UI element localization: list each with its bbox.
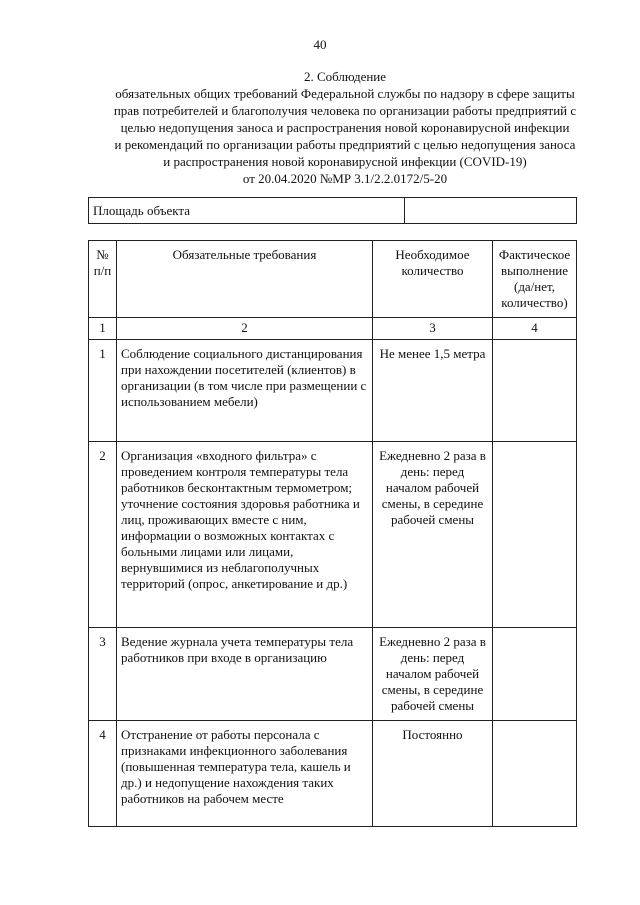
row-requirement: Ведение журнала учета температуры тела работников при входе в организацию: [117, 628, 373, 721]
table-row: [89, 628, 577, 721]
column-index: 4: [493, 318, 577, 340]
document-heading: [60, 68, 630, 187]
row-num: 1: [89, 340, 117, 442]
page-number: 40: [313, 37, 327, 52]
column-index: 3: [373, 318, 493, 340]
column-index-row: [89, 318, 577, 340]
row-required-qty: Ежедневно 2 раза в день: перед началом рабочей смены, в середине рабочей смены: [373, 442, 493, 628]
header-required-qty: Необходимое количество: [373, 241, 493, 318]
table-row: [89, 721, 577, 827]
table-row: [89, 442, 577, 628]
heading-line: 2. Соблюдение: [303, 69, 387, 84]
row-actual[interactable]: [493, 340, 577, 442]
table-row: [89, 340, 577, 442]
row-required-qty: Ежедневно 2 раза в день: перед началом рабочей смены, в середине рабочей смены: [373, 628, 493, 721]
table-header-row: [89, 241, 577, 318]
row-required-qty: Постоянно: [373, 721, 493, 827]
heading-line: обязательных общих требований Федеральной службы по надзору в сфере защиты: [115, 86, 575, 101]
row-actual[interactable]: [493, 628, 577, 721]
row-required-qty: Не менее 1,5 метра: [373, 340, 493, 442]
object-area-table: [88, 197, 577, 224]
header-num: № п/п: [89, 241, 117, 318]
heading-line: от 20.04.2020 №МР 3.1/2.2.0172/5-20: [242, 171, 448, 186]
header-actual: Фактическое выполнение (да/нет, количество): [493, 241, 577, 318]
row-num: 4: [89, 721, 117, 827]
row-requirement: Отстранение от работы персонала с признаками инфекционного заболевания (повышенная температура тела, кашель и др.) и недопущение нахождения таких работников на рабочем месте: [117, 721, 373, 827]
column-index: 1: [89, 318, 117, 340]
heading-line: прав потребителей и благополучия человека по организации работы предприятий с: [113, 103, 577, 118]
object-area-label: Площадь объекта: [89, 198, 405, 224]
row-num: 3: [89, 628, 117, 721]
requirements-table: [88, 240, 577, 827]
column-index: 2: [117, 318, 373, 340]
row-requirement: Организация «входного фильтра» с проведением контроля температуры тела работников бесконтактным термометром; уточнение состояния здоровья работника и лиц, проживающих вместе с ним, информации о возможных контактах с больными лицами или лицами, вернувшимися из неблагополучных территорий (опрос, анкетирование и др.): [117, 442, 373, 628]
row-num: 2: [89, 442, 117, 628]
row-actual[interactable]: [493, 721, 577, 827]
heading-line: целью недопущения заноса и распространения новой коронавирусной инфекции: [120, 120, 570, 135]
heading-line: и рекомендаций по организации работы предприятий с целью недопущения заноса: [114, 137, 576, 152]
heading-line: и распространения новой коронавирусной инфекции (COVID-19): [163, 154, 527, 169]
row-requirement: Соблюдение социального дистанцирования при нахождении посетителей (клиентов) в организации (в том числе при размещении с использованием мебели): [117, 340, 373, 442]
header-requirement: Обязательные требования: [117, 241, 373, 318]
object-area-value[interactable]: [405, 198, 577, 224]
row-actual[interactable]: [493, 442, 577, 628]
